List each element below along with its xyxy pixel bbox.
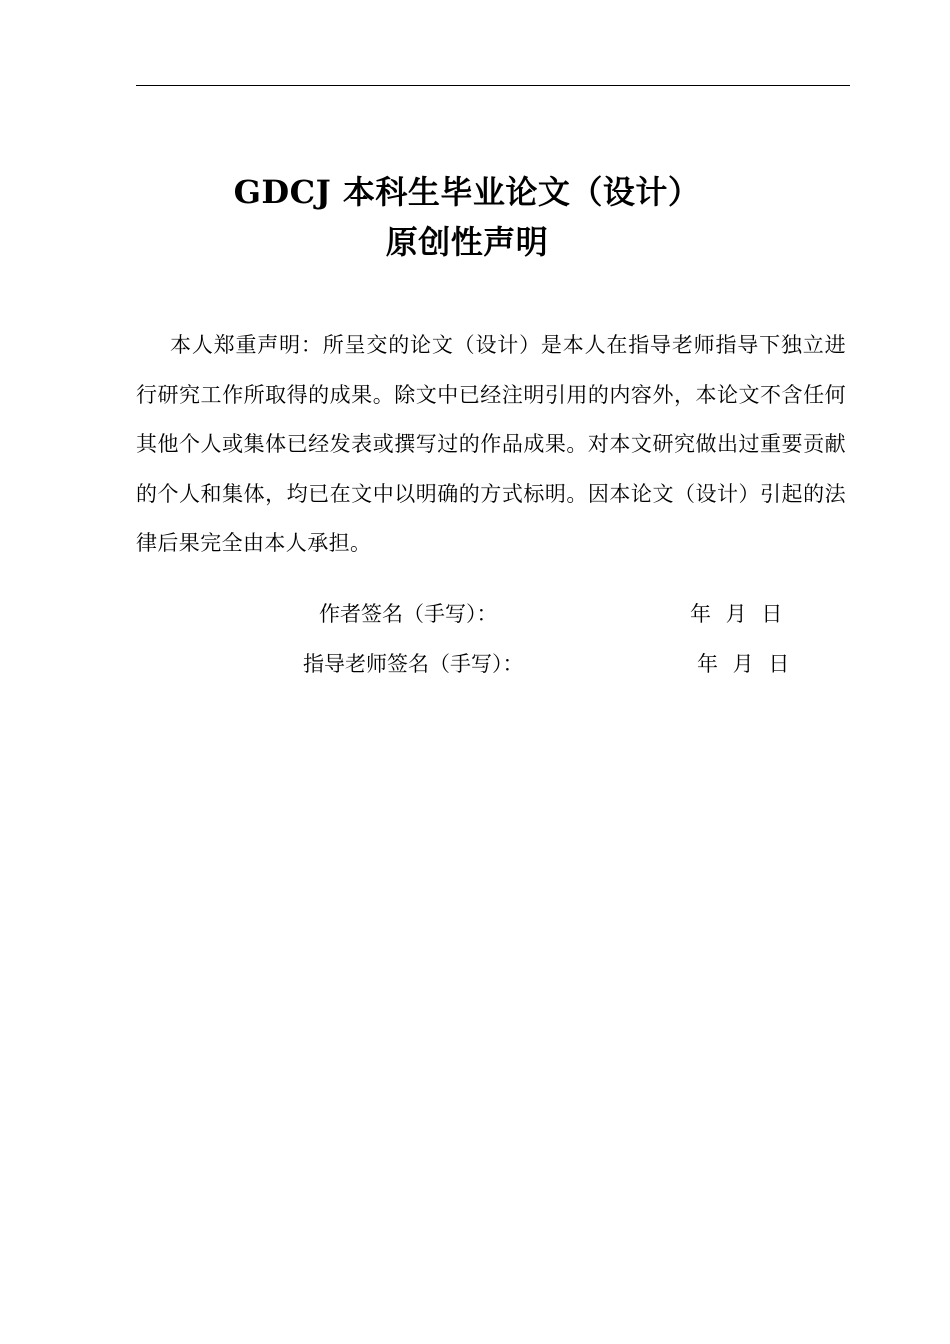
author-signature-label: 作者签名（手写）： xyxy=(319,602,498,626)
document-title: GDCJ 本科生毕业论文（设计） xyxy=(233,173,701,211)
header-rule xyxy=(136,85,850,86)
declaration-paragraph: 本人郑重声明：所呈交的论文（设计）是本人在指导老师指导下独立进行研究工作所取得的成果。除文中已经注明引用的内容外，本论文不含任何其他个人或集体已经发表或撰写过的作品成果。对本文研究做出过重要贡献的个人和集体，均已在文中以明确的方式标明。因本论文（设计）引起的法律后果完全由本人承担。 xyxy=(136,333,846,555)
advisor-signature-label: 指导老师签名（手写）： xyxy=(303,652,524,676)
document-subtitle: 原创性声明 xyxy=(385,223,549,261)
author-signature-date: 年 月 日 xyxy=(690,602,783,626)
advisor-signature-date: 年 月 日 xyxy=(697,652,790,676)
